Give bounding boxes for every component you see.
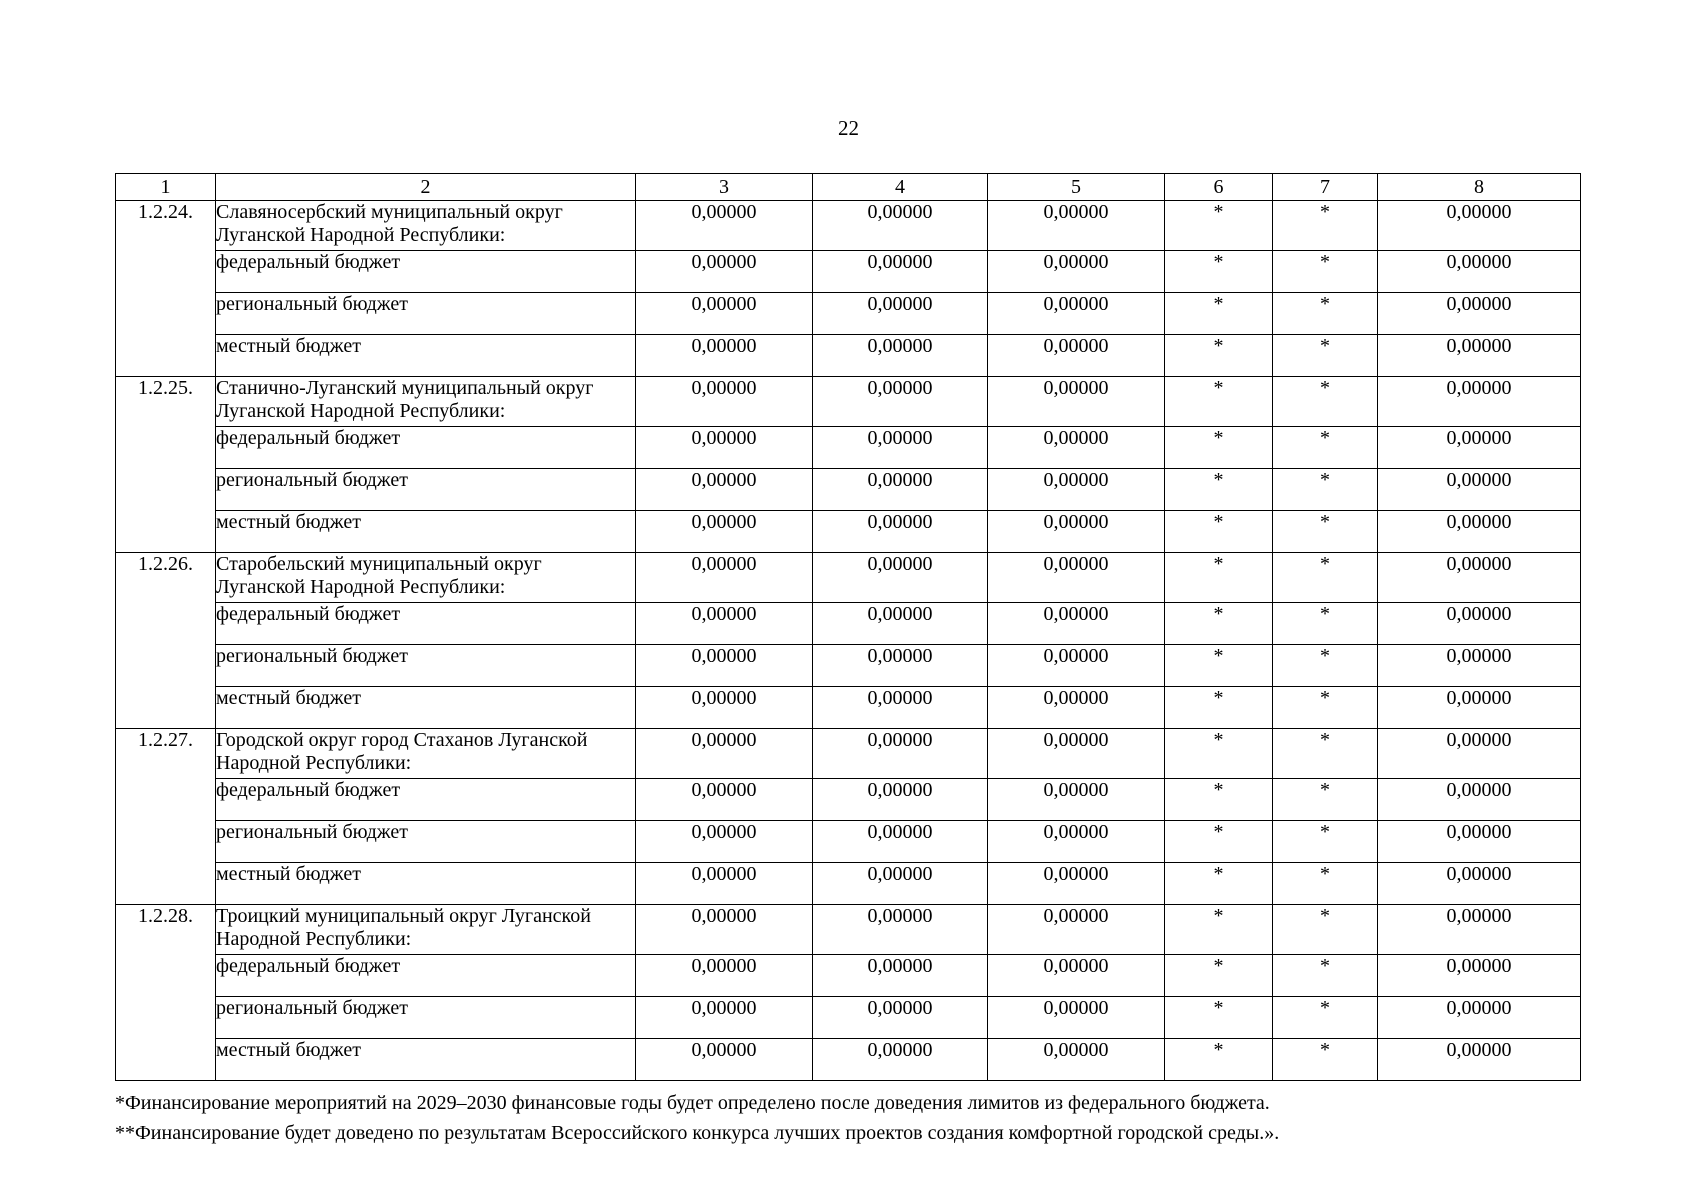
- row-name-cell: региональный бюджет: [216, 821, 636, 863]
- value-cell: *: [1273, 293, 1378, 335]
- value-cell: 0,00000: [1378, 251, 1581, 293]
- value-cell: 0,00000: [988, 427, 1165, 469]
- value-cell: 0,00000: [636, 863, 813, 905]
- table-row-total: [116, 377, 1581, 427]
- value-cell: *: [1273, 335, 1378, 377]
- value-cell: *: [1273, 997, 1378, 1039]
- value-cell: 0,00000: [988, 821, 1165, 863]
- value-cell: *: [1273, 201, 1378, 251]
- value-cell: 0,00000: [813, 251, 988, 293]
- value-cell: 0,00000: [988, 997, 1165, 1039]
- value-cell: 0,00000: [813, 201, 988, 251]
- value-cell: 0,00000: [1378, 293, 1581, 335]
- column-header: 6: [1165, 174, 1273, 201]
- value-cell: 0,00000: [636, 779, 813, 821]
- value-cell: 0,00000: [988, 251, 1165, 293]
- column-header: 2: [216, 174, 636, 201]
- value-cell: 0,00000: [988, 687, 1165, 729]
- row-name-cell: Городской округ город Стаханов Луганской Народной Республики:: [216, 729, 636, 779]
- value-cell: 0,00000: [1378, 201, 1581, 251]
- table-row-budget-source: [116, 427, 1581, 469]
- table-row-budget-source: [116, 293, 1581, 335]
- row-name-cell: федеральный бюджет: [216, 251, 636, 293]
- value-cell: *: [1165, 1039, 1273, 1081]
- value-cell: 0,00000: [636, 469, 813, 511]
- row-code-cell: 1.2.24.: [116, 201, 216, 377]
- value-cell: 0,00000: [1378, 469, 1581, 511]
- value-cell: 0,00000: [988, 779, 1165, 821]
- footnote-competition: **Финансирование будет доведено по результатам Всероссийского конкурса лучших проектов создания комфортной городской среды.».: [115, 1122, 1280, 1144]
- row-name-cell: региональный бюджет: [216, 997, 636, 1039]
- value-cell: 0,00000: [813, 293, 988, 335]
- table-row-budget-source: [116, 603, 1581, 645]
- value-cell: *: [1165, 335, 1273, 377]
- page-number: 22: [838, 116, 859, 140]
- table-row-budget-source: [116, 251, 1581, 293]
- value-cell: 0,00000: [1378, 335, 1581, 377]
- value-cell: *: [1165, 511, 1273, 553]
- budget-table-body: [116, 174, 1581, 1081]
- value-cell: *: [1273, 645, 1378, 687]
- value-cell: *: [1273, 955, 1378, 997]
- value-cell: 0,00000: [636, 997, 813, 1039]
- value-cell: 0,00000: [813, 377, 988, 427]
- value-cell: 0,00000: [813, 427, 988, 469]
- row-name-cell: местный бюджет: [216, 511, 636, 553]
- value-cell: 0,00000: [1378, 603, 1581, 645]
- value-cell: 0,00000: [988, 377, 1165, 427]
- value-cell: *: [1273, 905, 1378, 955]
- table-row-budget-source: [116, 997, 1581, 1039]
- table-row-budget-source: [116, 335, 1581, 377]
- table-row-budget-source: [116, 511, 1581, 553]
- value-cell: 0,00000: [636, 645, 813, 687]
- column-header: 7: [1273, 174, 1378, 201]
- value-cell: *: [1273, 863, 1378, 905]
- value-cell: *: [1165, 687, 1273, 729]
- value-cell: 0,00000: [1378, 553, 1581, 603]
- value-cell: *: [1165, 377, 1273, 427]
- value-cell: 0,00000: [636, 201, 813, 251]
- value-cell: *: [1165, 603, 1273, 645]
- row-name-cell: региональный бюджет: [216, 469, 636, 511]
- row-name-cell: местный бюджет: [216, 687, 636, 729]
- value-cell: *: [1165, 955, 1273, 997]
- value-cell: *: [1165, 293, 1273, 335]
- value-cell: 0,00000: [813, 603, 988, 645]
- value-cell: *: [1273, 377, 1378, 427]
- table-row-budget-source: [116, 687, 1581, 729]
- table-row-budget-source: [116, 863, 1581, 905]
- value-cell: 0,00000: [1378, 729, 1581, 779]
- footnotes: [115, 1088, 1635, 1148]
- table-row-budget-source: [116, 469, 1581, 511]
- value-cell: *: [1273, 427, 1378, 469]
- value-cell: 0,00000: [1378, 511, 1581, 553]
- row-code-cell: 1.2.27.: [116, 729, 216, 905]
- value-cell: 0,00000: [636, 905, 813, 955]
- table-row-budget-source: [116, 1039, 1581, 1081]
- value-cell: 0,00000: [988, 511, 1165, 553]
- row-code-cell: 1.2.25.: [116, 377, 216, 553]
- value-cell: *: [1165, 997, 1273, 1039]
- value-cell: *: [1165, 905, 1273, 955]
- value-cell: 0,00000: [1378, 645, 1581, 687]
- value-cell: *: [1273, 1039, 1378, 1081]
- value-cell: 0,00000: [813, 997, 988, 1039]
- value-cell: *: [1165, 645, 1273, 687]
- value-cell: 0,00000: [813, 335, 988, 377]
- value-cell: 0,00000: [813, 687, 988, 729]
- value-cell: 0,00000: [636, 1039, 813, 1081]
- value-cell: 0,00000: [988, 729, 1165, 779]
- row-name-cell: федеральный бюджет: [216, 779, 636, 821]
- value-cell: 0,00000: [1378, 1039, 1581, 1081]
- table-row-budget-source: [116, 645, 1581, 687]
- row-name-cell: Славяносербский муниципальный округ Луганской Народной Республики:: [216, 201, 636, 251]
- value-cell: 0,00000: [988, 905, 1165, 955]
- value-cell: 0,00000: [1378, 377, 1581, 427]
- value-cell: 0,00000: [1378, 821, 1581, 863]
- value-cell: *: [1165, 553, 1273, 603]
- value-cell: 0,00000: [1378, 687, 1581, 729]
- value-cell: 0,00000: [988, 335, 1165, 377]
- value-cell: 0,00000: [988, 863, 1165, 905]
- value-cell: 0,00000: [636, 335, 813, 377]
- value-cell: *: [1165, 427, 1273, 469]
- value-cell: 0,00000: [813, 905, 988, 955]
- value-cell: 0,00000: [1378, 997, 1581, 1039]
- row-name-cell: федеральный бюджет: [216, 603, 636, 645]
- value-cell: 0,00000: [813, 511, 988, 553]
- row-name-cell: местный бюджет: [216, 335, 636, 377]
- column-header: 3: [636, 174, 813, 201]
- row-name-cell: федеральный бюджет: [216, 427, 636, 469]
- value-cell: *: [1273, 603, 1378, 645]
- value-cell: *: [1273, 821, 1378, 863]
- value-cell: 0,00000: [636, 955, 813, 997]
- value-cell: 0,00000: [813, 645, 988, 687]
- value-cell: 0,00000: [813, 863, 988, 905]
- footnote-federal-limits: *Финансирование мероприятий на 2029–2030 финансовые годы будет определено после доведения лимитов из федерального бюджета.: [115, 1092, 1270, 1114]
- value-cell: *: [1165, 251, 1273, 293]
- value-cell: *: [1273, 251, 1378, 293]
- column-header: 1: [116, 174, 216, 201]
- value-cell: 0,00000: [636, 687, 813, 729]
- table-row-total: [116, 729, 1581, 779]
- value-cell: 0,00000: [988, 645, 1165, 687]
- value-cell: 0,00000: [636, 293, 813, 335]
- column-header: 5: [988, 174, 1165, 201]
- row-name-cell: местный бюджет: [216, 1039, 636, 1081]
- value-cell: 0,00000: [1378, 955, 1581, 997]
- value-cell: *: [1273, 553, 1378, 603]
- budget-table: [115, 173, 1581, 1081]
- value-cell: *: [1273, 779, 1378, 821]
- value-cell: *: [1165, 821, 1273, 863]
- value-cell: 0,00000: [1378, 779, 1581, 821]
- value-cell: 0,00000: [636, 427, 813, 469]
- row-name-cell: Троицкий муниципальный округ Луганской Народной Республики:: [216, 905, 636, 955]
- value-cell: *: [1165, 469, 1273, 511]
- row-name-cell: федеральный бюджет: [216, 955, 636, 997]
- value-cell: 0,00000: [813, 729, 988, 779]
- row-name-cell: Станично-Луганский муниципальный округ Луганской Народной Республики:: [216, 377, 636, 427]
- column-header: 8: [1378, 174, 1581, 201]
- value-cell: 0,00000: [636, 603, 813, 645]
- table-row-total: [116, 553, 1581, 603]
- value-cell: 0,00000: [988, 469, 1165, 511]
- value-cell: 0,00000: [813, 821, 988, 863]
- value-cell: 0,00000: [988, 293, 1165, 335]
- value-cell: *: [1165, 863, 1273, 905]
- value-cell: 0,00000: [636, 821, 813, 863]
- value-cell: 0,00000: [1378, 863, 1581, 905]
- value-cell: 0,00000: [988, 553, 1165, 603]
- row-code-cell: 1.2.28.: [116, 905, 216, 1081]
- value-cell: *: [1273, 687, 1378, 729]
- value-cell: *: [1273, 469, 1378, 511]
- column-header: 4: [813, 174, 988, 201]
- value-cell: 0,00000: [1378, 427, 1581, 469]
- table-row-budget-source: [116, 779, 1581, 821]
- value-cell: *: [1165, 779, 1273, 821]
- table-row-total: [116, 905, 1581, 955]
- value-cell: 0,00000: [1378, 905, 1581, 955]
- value-cell: 0,00000: [988, 201, 1165, 251]
- value-cell: *: [1165, 201, 1273, 251]
- value-cell: 0,00000: [813, 553, 988, 603]
- table-row-total: [116, 201, 1581, 251]
- value-cell: *: [1273, 729, 1378, 779]
- value-cell: *: [1165, 729, 1273, 779]
- value-cell: 0,00000: [636, 251, 813, 293]
- value-cell: 0,00000: [813, 469, 988, 511]
- value-cell: 0,00000: [636, 377, 813, 427]
- value-cell: 0,00000: [988, 1039, 1165, 1081]
- row-code-cell: 1.2.26.: [116, 553, 216, 729]
- value-cell: 0,00000: [988, 603, 1165, 645]
- value-cell: 0,00000: [813, 1039, 988, 1081]
- value-cell: 0,00000: [813, 955, 988, 997]
- value-cell: 0,00000: [813, 779, 988, 821]
- row-name-cell: региональный бюджет: [216, 293, 636, 335]
- row-name-cell: Старобельский муниципальный округ Луганской Народной Республики:: [216, 553, 636, 603]
- value-cell: 0,00000: [636, 511, 813, 553]
- table-header-row: [116, 174, 1581, 201]
- value-cell: 0,00000: [988, 955, 1165, 997]
- table-row-budget-source: [116, 955, 1581, 997]
- row-name-cell: местный бюджет: [216, 863, 636, 905]
- table-row-budget-source: [116, 821, 1581, 863]
- value-cell: *: [1273, 511, 1378, 553]
- row-name-cell: региональный бюджет: [216, 645, 636, 687]
- value-cell: 0,00000: [636, 729, 813, 779]
- value-cell: 0,00000: [636, 553, 813, 603]
